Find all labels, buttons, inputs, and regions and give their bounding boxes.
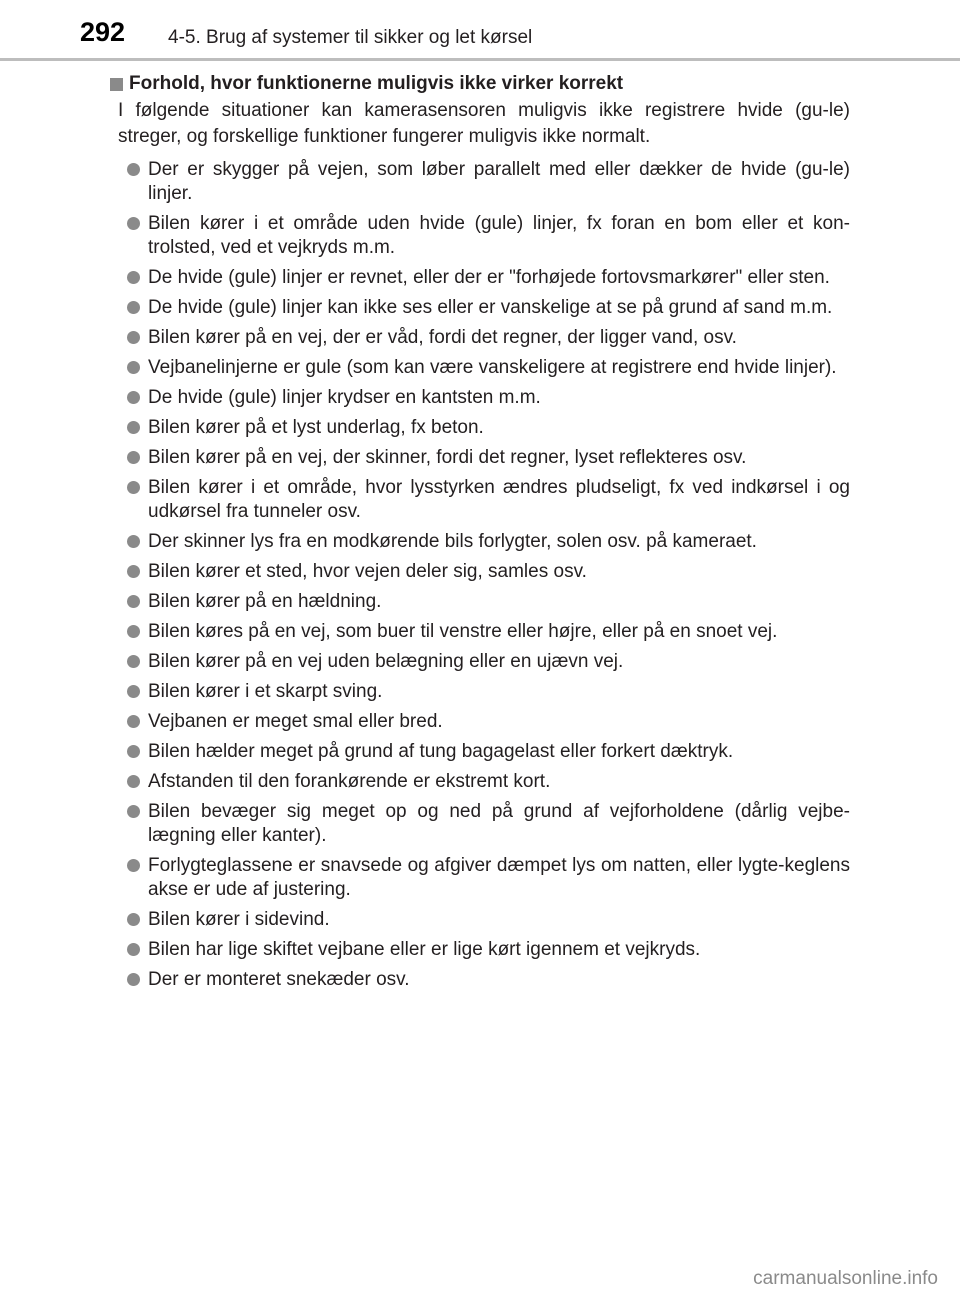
list-item: [118, 740, 850, 764]
circle-bullet-icon: [127, 595, 140, 608]
list-item: [118, 908, 850, 932]
section-heading-text: Forhold, hvor funktionerne muligvis ikke virker korrekt: [129, 73, 624, 94]
circle-bullet-icon: [127, 391, 140, 404]
list-item: [118, 800, 850, 848]
condition-list: [118, 158, 850, 992]
list-item: [118, 590, 850, 614]
list-item: [118, 938, 850, 962]
list-item-text: Forlygteglassene er snavsede og afgiver dæmpet lys om natten, eller lygte-keglens akse er ude af justering.: [148, 855, 850, 900]
main-content: [118, 72, 850, 998]
circle-bullet-icon: [127, 217, 140, 230]
list-item-text: Vejbanen er meget smal eller bred.: [148, 711, 443, 732]
circle-bullet-icon: [127, 421, 140, 434]
list-item-text: Bilen bevæger sig meget op og ned på grund af vejforholdene (dårlig vejbe-lægning eller kanter).: [148, 801, 850, 846]
list-item-text: Bilen kører et sted, hvor vejen deler sig, samles osv.: [148, 561, 587, 582]
list-item-text: Bilen hælder meget på grund af tung bagagelast eller forkert dæktryk.: [148, 741, 734, 762]
circle-bullet-icon: [127, 973, 140, 986]
watermark: carmanualsonline.info: [753, 1268, 938, 1289]
list-item-text: Bilen kører på en hældning.: [148, 591, 382, 612]
list-item: [118, 710, 850, 734]
list-item-text: Bilen kører på et lyst underlag, fx beton.: [148, 417, 484, 438]
list-item: [118, 560, 850, 584]
circle-bullet-icon: [127, 859, 140, 872]
list-item-text: Bilen kører på en vej, der skinner, fordi det regner, lyset reflekteres osv.: [148, 447, 747, 468]
circle-bullet-icon: [127, 361, 140, 374]
list-item: [118, 386, 850, 410]
list-item: [118, 212, 850, 260]
circle-bullet-icon: [127, 715, 140, 728]
page-number: 292: [80, 17, 126, 47]
list-item-text: Afstanden til den forankørende er ekstremt kort.: [148, 771, 551, 792]
list-item: [118, 266, 850, 290]
circle-bullet-icon: [127, 943, 140, 956]
list-item-text: Bilen kører i sidevind.: [148, 909, 330, 930]
circle-bullet-icon: [127, 685, 140, 698]
list-item-text: Vejbanelinjerne er gule (som kan være vanskeligere at registrere end hvide linjer).: [148, 357, 837, 378]
section-title: 4-5. Brug af systemer til sikker og let kørsel: [168, 27, 533, 48]
list-item: [118, 476, 850, 524]
list-item-text: Bilen kører i et område uden hvide (gule) linjer, fx foran en bom eller et kon-trolsted, ved et vejkryds m.m.: [148, 213, 850, 258]
list-item-text: De hvide (gule) linjer krydser en kantsten m.m.: [148, 387, 541, 408]
circle-bullet-icon: [127, 451, 140, 464]
list-item: [118, 416, 850, 440]
circle-bullet-icon: [127, 745, 140, 758]
list-item-text: Der er monteret snekæder osv.: [148, 969, 410, 990]
list-item-text: Der er skygger på vejen, som løber parallelt med eller dækker de hvide (gu-le) linjer.: [148, 159, 850, 204]
circle-bullet-icon: [127, 481, 140, 494]
list-item: [118, 296, 850, 320]
list-item: [118, 446, 850, 470]
list-item-text: De hvide (gule) linjer kan ikke ses eller er vanskelige at se på grund af sand m.m.: [148, 297, 833, 318]
list-item: [118, 770, 850, 794]
list-item: [118, 968, 850, 992]
section-heading: [110, 72, 850, 96]
page-header: [0, 0, 960, 60]
list-item: [118, 158, 850, 206]
list-item-text: Bilen har lige skiftet vejbane eller er lige kørt igennem et vejkryds.: [148, 939, 701, 960]
circle-bullet-icon: [127, 655, 140, 668]
circle-bullet-icon: [127, 625, 140, 638]
list-item: [118, 356, 850, 380]
list-item-text: Bilen kører på en vej uden belægning eller en ujævn vej.: [148, 651, 624, 672]
list-item: [118, 326, 850, 350]
circle-bullet-icon: [127, 535, 140, 548]
circle-bullet-icon: [127, 805, 140, 818]
square-bullet-icon: [110, 78, 123, 91]
list-item-text: Bilen kører i et skarpt sving.: [148, 681, 383, 702]
circle-bullet-icon: [127, 913, 140, 926]
list-item: [118, 530, 850, 554]
circle-bullet-icon: [127, 301, 140, 314]
list-item: [118, 650, 850, 674]
list-item-text: Bilen køres på en vej, som buer til venstre eller højre, eller på en snoet vej.: [148, 621, 778, 642]
circle-bullet-icon: [127, 271, 140, 284]
list-item-text: Bilen kører på en vej, der er våd, fordi det regner, der ligger vand, osv.: [148, 327, 737, 348]
list-item: [118, 854, 850, 902]
list-item-text: De hvide (gule) linjer er revnet, eller der er "forhøjede fortovsmarkører" eller sten.: [148, 267, 830, 288]
intro-paragraph: I følgende situationer kan kamerasensoren muligvis ikke registrere hvide (gu-le) streger, og forskellige funktioner fungerer muligvis ikke normalt.: [118, 100, 850, 147]
header-divider: [0, 58, 960, 61]
list-item-text: Bilen kører i et område, hvor lysstyrken ændres pludseligt, fx ved indkørsel i og udkørsel fra tunneler osv.: [148, 477, 850, 522]
list-item: [118, 680, 850, 704]
circle-bullet-icon: [127, 163, 140, 176]
circle-bullet-icon: [127, 331, 140, 344]
list-item: [118, 620, 850, 644]
list-item-text: Der skinner lys fra en modkørende bils forlygter, solen osv. på kameraet.: [148, 531, 757, 552]
circle-bullet-icon: [127, 775, 140, 788]
circle-bullet-icon: [127, 565, 140, 578]
